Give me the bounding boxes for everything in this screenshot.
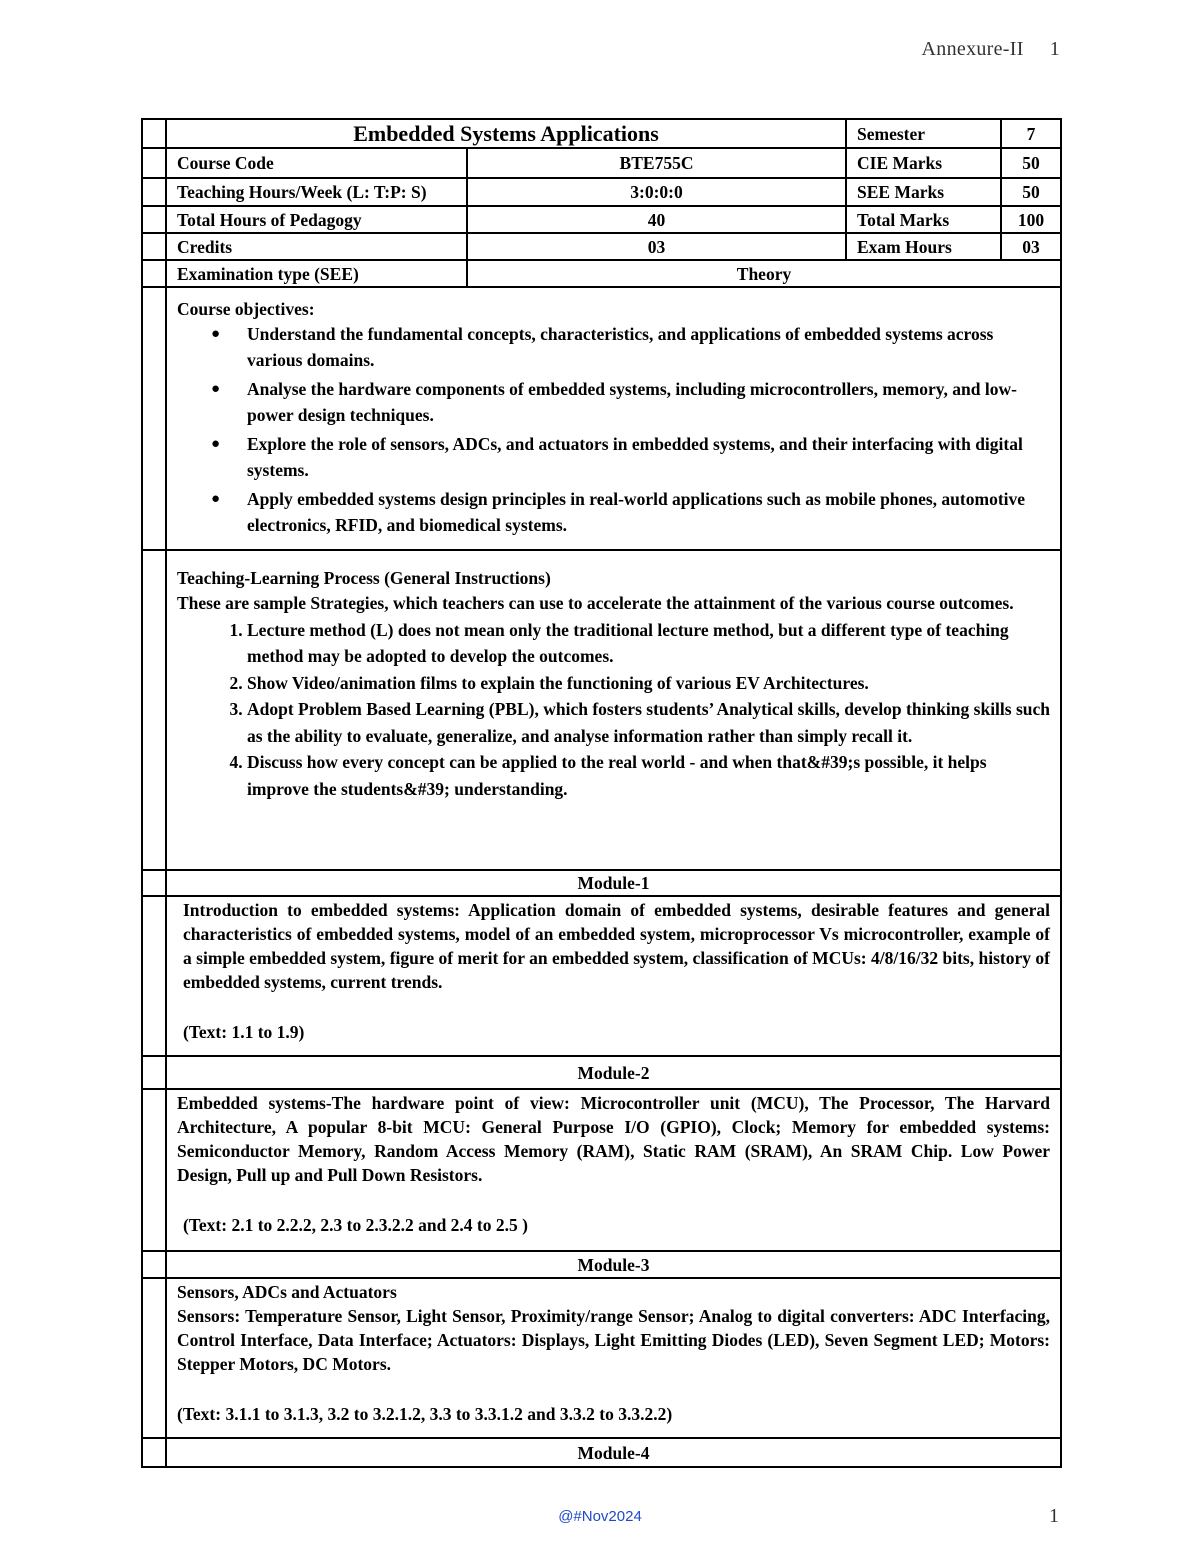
row-teaching-learning bbox=[142, 550, 1061, 870]
course-code-value: BTE755C bbox=[467, 148, 846, 178]
row-pedagogy bbox=[142, 206, 1061, 233]
exam-type-value: Theory bbox=[467, 260, 1061, 287]
teaching-hours-value: 3:0:0:0 bbox=[467, 178, 846, 206]
row-objectives bbox=[142, 287, 1061, 550]
module-text-reference: (Text: 3.1.1 to 3.1.3, 3.2 to 3.2.1.2, 3.3 to 3.3.1.2 and 3.3.2 to 3.3.2.2) bbox=[177, 1404, 673, 1424]
module-title: Module-2 bbox=[166, 1056, 1061, 1089]
semester-label: Semester bbox=[846, 119, 1001, 148]
credits-label: Credits bbox=[166, 233, 467, 260]
pedagogy-hours-value: 40 bbox=[467, 206, 846, 233]
exam-hours-label: Exam Hours bbox=[846, 233, 1001, 260]
row-module-1-body bbox=[142, 896, 1061, 1056]
teaching-item: 1. Lecture method (L) does not mean only the traditional lecture method, but a different type of teaching method may be adopted to develop the outcomes. bbox=[247, 617, 1050, 670]
teaching-item: 2. Show Video/animation films to explain the functioning of various EV Architectures. bbox=[247, 670, 1050, 697]
teaching-item: 3. Adopt Problem Based Learning (PBL), which fosters students’ Analytical skills, develop thinking skills such as the ability to evaluate, generalize, and analyse information rather than simply recall it. bbox=[247, 696, 1050, 749]
total-marks-value: 100 bbox=[1001, 206, 1061, 233]
module-body: Sensors: Temperature Sensor, Light Sensor, Proximity/range Sensor; Analog to digital converters: ADC Interfacing, Control Interface, Data Interface; Actuators: Displays, Light Emitting Diodes (LED), Seven Segment LED; Motors: Stepper Motors, DC Motors. bbox=[177, 1306, 1050, 1374]
teaching-learning-process bbox=[166, 550, 1061, 870]
module-heading: Sensors, ADCs and Actuators bbox=[177, 1282, 397, 1302]
module-body: Embedded systems-The hardware point of view: Microcontroller unit (MCU), The Processor, The Harvard Architecture, A popular 8-bit MCU: General Purpose I/O (GPIO), Clock; Memory for embedded systems: Semiconductor Memory, Random Access Memory (RAM), Static RAM (SRAM), An SRAM Chip. Low Power Design, Pull up and Pull Down Resistors. bbox=[177, 1093, 1050, 1185]
syllabus-table bbox=[141, 118, 1062, 1468]
module-title: Module-3 bbox=[166, 1251, 1061, 1278]
row-title bbox=[142, 119, 1061, 148]
row-module-1-title bbox=[142, 870, 1061, 896]
semester-value: 7 bbox=[1001, 119, 1061, 148]
row-module-2-title bbox=[142, 1056, 1061, 1089]
row-module-4-title bbox=[142, 1438, 1061, 1467]
teaching-heading: Teaching-Learning Process (General Instructions) bbox=[177, 568, 551, 588]
pedagogy-hours-label: Total Hours of Pedagogy bbox=[166, 206, 467, 233]
course-objectives bbox=[166, 287, 1061, 550]
teaching-intro: These are sample Strategies, which teachers can use to accelerate the attainment of the various course outcomes. bbox=[177, 593, 1014, 613]
see-marks-label: SEE Marks bbox=[846, 178, 1001, 206]
header-page-number: 1 bbox=[1049, 38, 1060, 60]
module-body: Introduction to embedded systems: Application domain of embedded systems, desirable features and general characteristics of embedded systems, model of an embedded system, microprocessor Vs microcontroller, example of a simple embedded system, figure of merit for an embedded system, classification of MCUs: 4/8/16/32 bits, history of embedded systems, current trends. bbox=[183, 900, 1050, 992]
cie-marks-label: CIE Marks bbox=[846, 148, 1001, 178]
row-credits bbox=[142, 233, 1061, 260]
module-3-content bbox=[166, 1278, 1061, 1438]
row-course-code bbox=[142, 148, 1061, 178]
objective-item: ● Understand the fundamental concepts, characteristics, and applications of embedded systems across various domains. bbox=[247, 321, 1050, 373]
objectives-list bbox=[177, 321, 1050, 538]
module-title: Module-1 bbox=[166, 870, 1061, 896]
module-1-content bbox=[166, 896, 1061, 1056]
cie-marks-value: 50 bbox=[1001, 148, 1061, 178]
row-exam-type bbox=[142, 260, 1061, 287]
annexure-label: Annexure-II bbox=[921, 38, 1024, 60]
objective-item: ● Analyse the hardware components of embedded systems, including microcontrollers, memory, and low-power design techniques. bbox=[247, 376, 1050, 428]
teaching-hours-label: Teaching Hours/Week (L: T:P: S) bbox=[166, 178, 467, 206]
course-code-label: Course Code bbox=[166, 148, 467, 178]
credits-value: 03 bbox=[467, 233, 846, 260]
row-module-3-body bbox=[142, 1278, 1061, 1438]
objective-item: ● Explore the role of sensors, ADCs, and actuators in embedded systems, and their interfacing with digital systems. bbox=[247, 431, 1050, 483]
footer-page-number: 1 bbox=[1049, 1505, 1059, 1527]
course-title: Embedded Systems Applications bbox=[166, 119, 846, 148]
row-teaching-hours bbox=[142, 178, 1061, 206]
module-title: Module-4 bbox=[166, 1438, 1061, 1467]
module-text-reference: (Text: 2.1 to 2.2.2, 2.3 to 2.3.2.2 and 2.4 to 2.5 ) bbox=[183, 1215, 528, 1235]
objectives-heading: Course objectives: bbox=[177, 299, 315, 319]
module-2-content bbox=[166, 1089, 1061, 1251]
total-marks-label: Total Marks bbox=[846, 206, 1001, 233]
row-module-2-body bbox=[142, 1089, 1061, 1251]
teaching-list bbox=[177, 617, 1050, 803]
teaching-item: 4. Discuss how every concept can be applied to the real world - and when that&#39;s possible, it helps improve the students&#39; understanding. bbox=[247, 749, 1050, 802]
exam-type-label: Examination type (SEE) bbox=[166, 260, 467, 287]
page-header bbox=[922, 38, 1060, 61]
objective-item: ● Apply embedded systems design principles in real-world applications such as mobile phones, automotive electronics, RFID, and biomedical systems. bbox=[247, 486, 1050, 538]
footer-tag: @#Nov2024 bbox=[558, 1508, 642, 1525]
module-text-reference: (Text: 1.1 to 1.9) bbox=[183, 1022, 305, 1042]
see-marks-value: 50 bbox=[1001, 178, 1061, 206]
exam-hours-value: 03 bbox=[1001, 233, 1061, 260]
row-module-3-title bbox=[142, 1251, 1061, 1278]
